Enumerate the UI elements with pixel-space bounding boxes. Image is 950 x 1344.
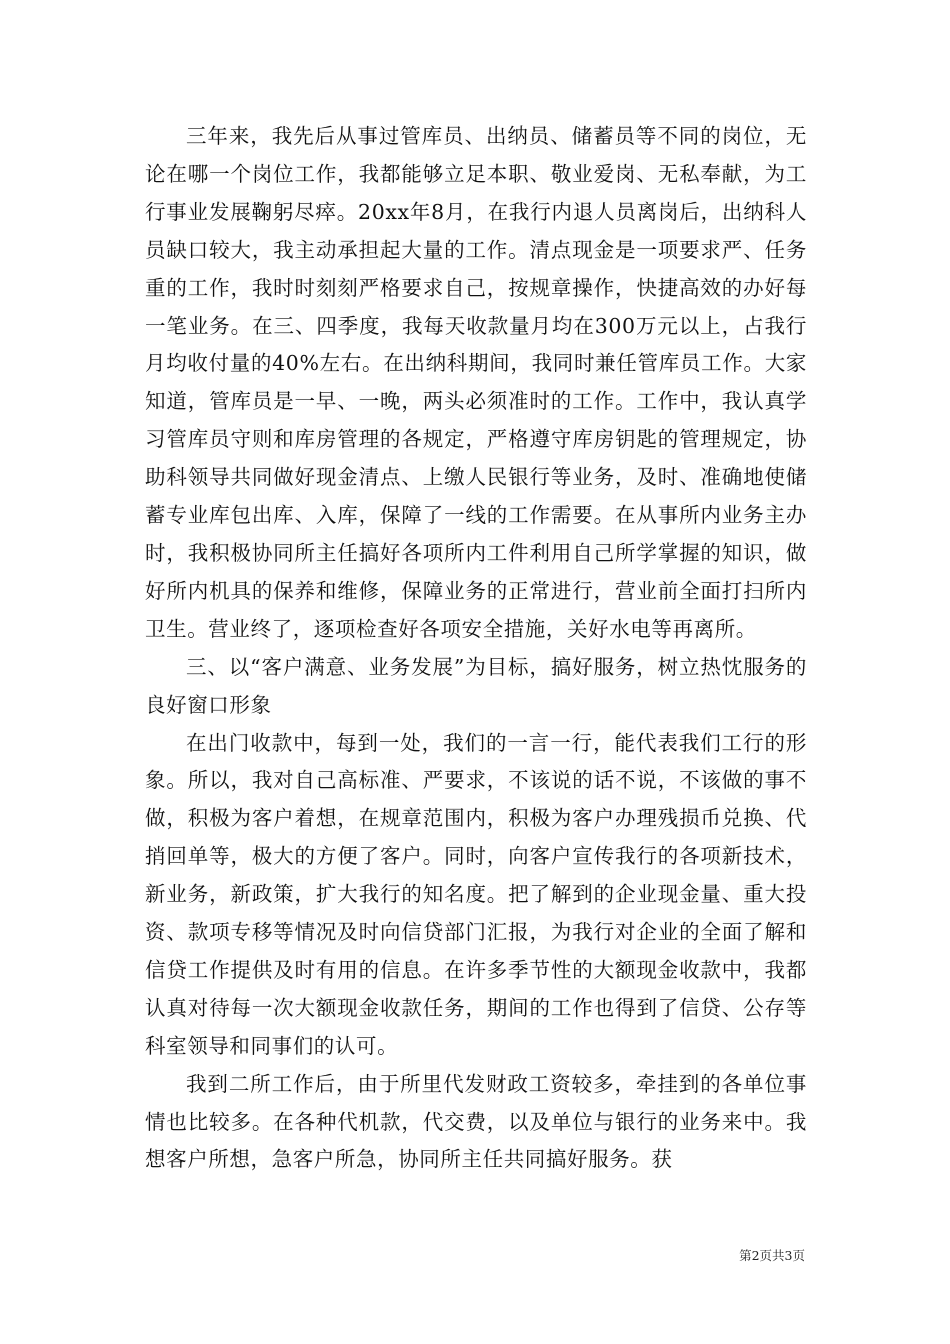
document-body: [145, 118, 807, 1179]
paragraph-work-history: 三年来，我先后从事过管库员、出纳员、储蓄员等不同的岗位，无论在哪一个岗位工作，我都能够立足本职、敬业爱岗、无私奉献，为工行事业发展鞠躬尽瘁。20xx年8月，在我行内退人员离岗后，出纳科人员缺口较大，我主动承担起大量的工作。清点现金是一项要求严、任务重的工作，我时时刻刻严格要求自己，按规章操作，快捷高效的办好每一笔业务。在三、四季度，我每天收款量月均在300万元以上，占我行月均收付量的40%左右。在出纳科期间，我同时兼任管库员工作。大家知道，管库员是一早、一晚，两头必须准时的工作。工作中，我认真学习管库员守则和库房管理的各规定，严格遵守库房钥匙的管理规定，协助科领导共同做好现金清点、上缴人民银行等业务，及时、准确地使储蓄专业库包出库、入库，保障了一线的工作需要。在从事所内业务主办时，我积极协同所主任搞好各项所内工件利用自己所学掌握的知识，做好所内机具的保养和维修，保障业务的正常进行，营业前全面打扫所内卫生。营业终了，逐项检查好各项安全措施，关好水电等再离所。: [145, 124, 807, 641]
section-heading-customer-service: 三、以“客户满意、业务发展”为目标，搞好服务，树立热忱服务的良好窗口形象: [145, 654, 807, 717]
page-number: 第2页共3页: [739, 1248, 805, 1263]
paragraph-collection-service: 在出门收款中，每到一处，我们的一言一行，能代表我们工行的形象。所以，我对自己高标准、严要求，不该说的话不说，不该做的事不做，积极为客户着想，在规章范围内，积极为客户办理残损币兑换、代捎回单等，极大的方便了客户。同时，向客户宣传我行的各项新技术，新业务，新政策，扩大我行的知名度。把了解到的企业现金量、重大投资、款项专移等情况及时向信贷部门汇报，为我行对企业的全面了解和信贷工作提供及时有用的信息。在许多季节性的大额现金收款中，我都认真对待每一次大额现金收款任务，期间的工作也得到了信贷、公存等科室领导和同事们的认可。: [145, 730, 807, 1058]
paragraph-second-office: 我到二所工作后，由于所里代发财政工资较多，牵挂到的各单位事情也比较多。在各种代机款，代交费，以及单位与银行的业务来中。我想客户所想，急客户所急，协同所主任共同搞好服务。获: [145, 1071, 807, 1172]
